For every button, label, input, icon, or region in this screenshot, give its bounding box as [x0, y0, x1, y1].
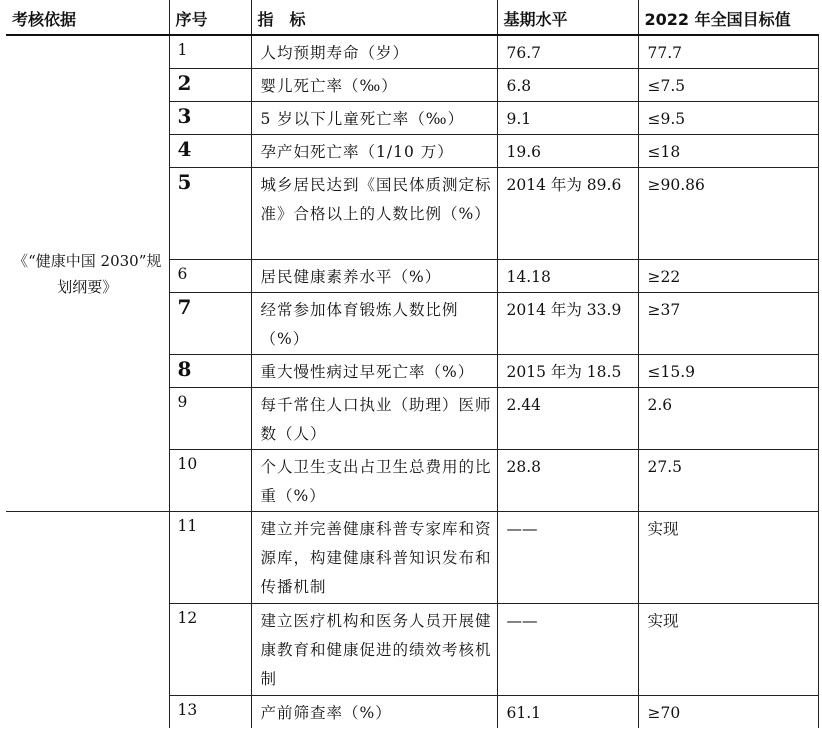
indicator-cell: 居民健康素养水平（%） — [251, 260, 497, 293]
baseline-cell: 2014 年为 33.9 — [497, 293, 638, 355]
target-cell: ≤18 — [638, 135, 818, 168]
indicator-cell: 建立并完善健康科普专家库和资源库，构建健康科普知识发布和传播机制 — [251, 512, 497, 604]
target-cell: 77.7 — [638, 35, 818, 69]
baseline-cell: —— — [497, 512, 638, 604]
indicator-cell: 人均预期寿命（岁） — [251, 35, 497, 69]
baseline-cell: 28.8 — [497, 450, 638, 512]
indicator-cell: 经常参加体育锻炼人数比例（%） — [251, 293, 497, 355]
header-row — [6, 0, 818, 35]
target-cell: ≤15.9 — [638, 355, 818, 388]
header-baseline: 基期水平 — [497, 0, 638, 35]
target-cell: ≤9.5 — [638, 102, 818, 135]
indicator-cell: 建立医疗机构和医务人员开展健康教育和健康促进的绩效考核机制 — [251, 604, 497, 696]
baseline-cell: 61.1 — [497, 696, 638, 729]
indicator-cell: 孕产妇死亡率（1/10 万） — [251, 135, 497, 168]
row-number: 3 — [169, 102, 251, 135]
baseline-cell: 2014 年为 89.6 — [497, 168, 638, 260]
row-number: 13 — [169, 696, 251, 729]
basis-cell-empty — [6, 512, 169, 729]
header-indicator: 指 标 — [251, 0, 497, 35]
indicator-cell: 婴儿死亡率（‰） — [251, 69, 497, 102]
basis-cell: 《“健康中国 2030”规划纲要》 — [6, 35, 169, 512]
row-number: 4 — [169, 135, 251, 168]
row-number: 5 — [169, 168, 251, 260]
baseline-cell: 76.7 — [497, 35, 638, 69]
row-number: 12 — [169, 604, 251, 696]
target-cell: ≥37 — [638, 293, 818, 355]
target-cell: 27.5 — [638, 450, 818, 512]
baseline-cell: 6.8 — [497, 69, 638, 102]
indicator-cell: 重大慢性病过早死亡率（%） — [251, 355, 497, 388]
row-number: 11 — [169, 512, 251, 604]
indicator-table — [6, 0, 819, 728]
indicator-cell: 每千常住人口执业（助理）医师数（人） — [251, 388, 497, 450]
target-cell: ≥90.86 — [638, 168, 818, 260]
table-row — [6, 35, 818, 69]
indicator-cell: 城乡居民达到《国民体质测定标准》合格以上的人数比例（%） — [251, 168, 497, 260]
target-cell: 实现 — [638, 604, 818, 696]
indicator-cell: 5 岁以下儿童死亡率（‰） — [251, 102, 497, 135]
target-cell: 实现 — [638, 512, 818, 604]
target-cell: ≤7.5 — [638, 69, 818, 102]
target-cell: 2.6 — [638, 388, 818, 450]
header-basis: 考核依据 — [6, 0, 169, 35]
baseline-cell: 2015 年为 18.5 — [497, 355, 638, 388]
row-number: 2 — [169, 69, 251, 102]
row-number: 6 — [169, 260, 251, 293]
indicator-cell: 个人卫生支出占卫生总费用的比重（%） — [251, 450, 497, 512]
row-number: 1 — [169, 35, 251, 69]
header-target: 2022 年全国目标值 — [638, 0, 818, 35]
row-number: 8 — [169, 355, 251, 388]
table-row — [6, 512, 818, 604]
header-index: 序号 — [169, 0, 251, 35]
row-number: 9 — [169, 388, 251, 450]
baseline-cell: 2.44 — [497, 388, 638, 450]
baseline-cell: 14.18 — [497, 260, 638, 293]
target-cell: ≥22 — [638, 260, 818, 293]
row-number: 10 — [169, 450, 251, 512]
target-cell: ≥70 — [638, 696, 818, 729]
baseline-cell: 9.1 — [497, 102, 638, 135]
indicator-cell: 产前筛查率（%） — [251, 696, 497, 729]
row-number: 7 — [169, 293, 251, 355]
baseline-cell: —— — [497, 604, 638, 696]
baseline-cell: 19.6 — [497, 135, 638, 168]
